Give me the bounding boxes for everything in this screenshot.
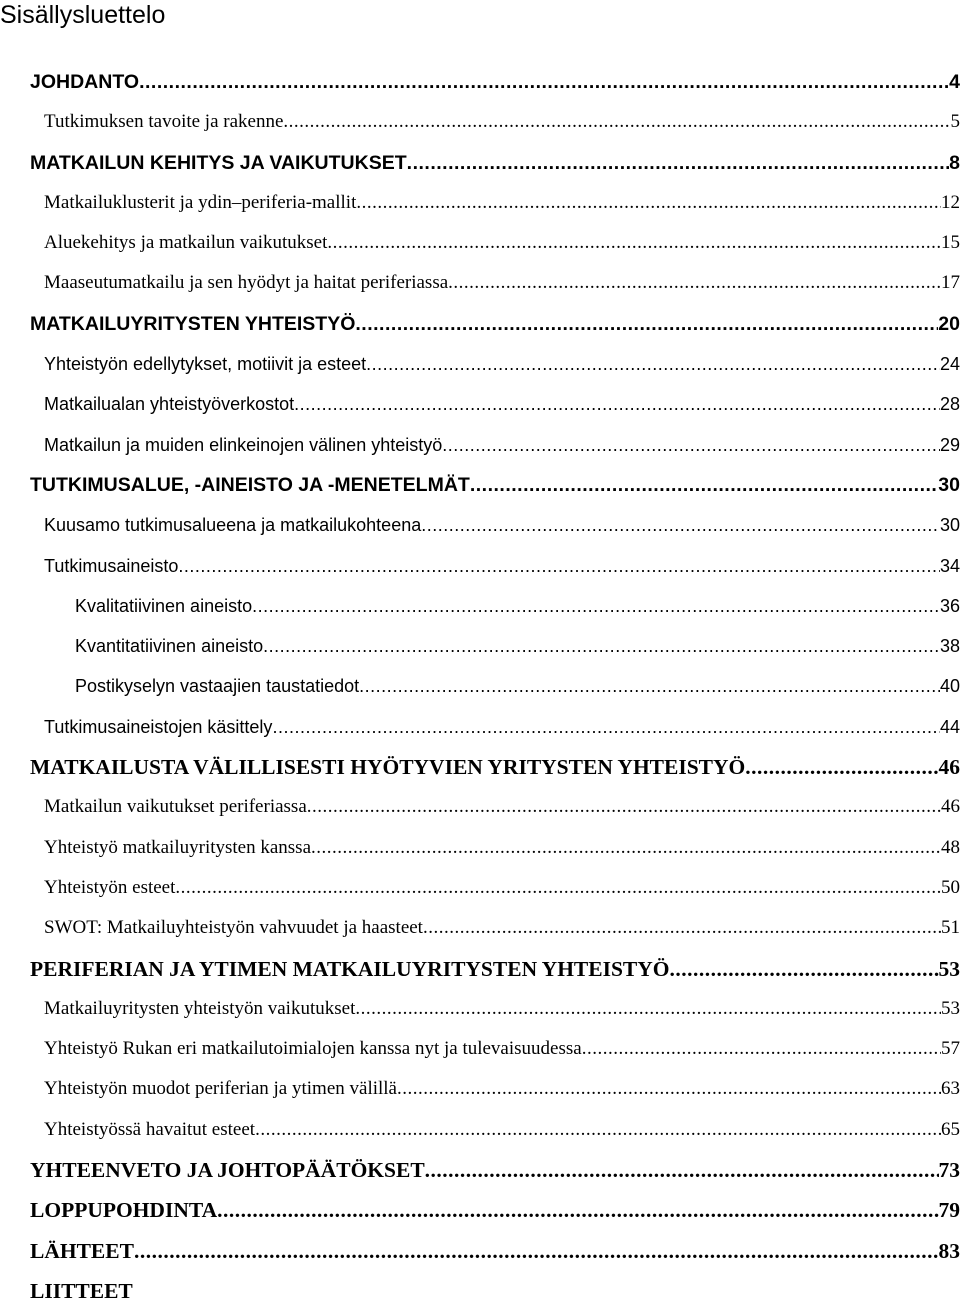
toc-entry-page-number: 24	[940, 344, 960, 384]
toc-entry[interactable]	[0, 949, 960, 989]
dot-leader	[255, 1110, 941, 1150]
dot-leader	[359, 666, 940, 706]
toc-entry[interactable]	[0, 546, 960, 586]
toc-entry-label: Kvantitatiivinen aineisto	[75, 626, 263, 666]
toc-entry-label: MATKAILUN KEHITYS JA VAIKUTUKSET	[30, 143, 407, 183]
toc-entry-label: Yhteistyö matkailuyritysten kanssa	[44, 828, 311, 868]
toc-entry-page-number: 73	[939, 1150, 960, 1190]
dot-leader	[670, 949, 939, 989]
toc-entry-label: SWOT: Matkailuyhteistyön vahvuudet ja haasteet	[44, 908, 423, 948]
toc-entry-page-number: 40	[940, 666, 960, 706]
toc-entry-page-number: 57	[941, 1029, 960, 1069]
toc-entry-page-number: 46	[939, 747, 960, 787]
toc-entry-label: Yhteistyössä havaitut esteet	[44, 1110, 255, 1150]
dot-leader	[425, 1150, 939, 1190]
dot-leader	[356, 183, 941, 223]
toc-entry-label: MATKAILUYRITYSTEN YHTEISTYÖ	[30, 304, 355, 344]
toc-entry-page-number: 15	[941, 223, 960, 263]
toc-entry[interactable]	[0, 384, 960, 424]
toc-entry-page-number: 38	[940, 626, 960, 666]
toc-entry-label: Matkailualan yhteistyöverkostot	[44, 384, 294, 424]
dot-leader	[139, 62, 949, 102]
toc-entry-page-number: 30	[940, 505, 960, 545]
toc-entry-page-number: 4	[949, 62, 960, 102]
dot-leader	[327, 223, 941, 263]
toc-entry-label: Matkailuyritysten yhteistyön vaikutukset	[44, 989, 355, 1029]
toc-entry-label: Aluekehitys ja matkailun vaikutukset	[44, 223, 327, 263]
toc-entry-label: Matkailuklusterit ja ydin–periferia-mallit	[44, 183, 356, 223]
toc-entry[interactable]	[0, 62, 960, 102]
toc-entry[interactable]	[0, 626, 960, 666]
dot-leader	[178, 546, 940, 586]
toc-entry-label: Yhteistyön muodot periferian ja ytimen välillä	[44, 1069, 397, 1109]
toc-entry[interactable]	[0, 707, 960, 747]
dot-leader	[272, 707, 940, 747]
dot-leader	[421, 505, 940, 545]
toc-entry-label: Tutkimusaineisto	[44, 546, 178, 586]
toc-entry[interactable]	[0, 505, 960, 545]
toc-entry[interactable]	[0, 1271, 960, 1311]
toc-entry[interactable]	[0, 666, 960, 706]
toc-entry-page-number: 46	[941, 787, 960, 827]
toc-entry[interactable]	[0, 1069, 960, 1109]
toc-entry[interactable]	[0, 787, 960, 827]
toc-list	[0, 62, 960, 1311]
toc-entry-page-number: 20	[938, 304, 960, 344]
toc-entry-label: Yhteistyön edellytykset, motiivit ja esteet	[44, 344, 366, 384]
dot-leader	[745, 747, 938, 787]
toc-entry[interactable]	[0, 586, 960, 626]
toc-entry-label: Postikyselyn vastaajien taustatiedot	[75, 666, 359, 706]
dot-leader	[283, 102, 950, 142]
dot-leader	[263, 626, 940, 666]
dot-leader	[311, 828, 941, 868]
toc-entry-label: Kvalitatiivinen aineisto	[75, 586, 252, 626]
toc-entry-label: LOPPUPOHDINTA	[30, 1190, 217, 1230]
dot-leader	[307, 787, 941, 827]
toc-entry[interactable]	[0, 143, 960, 183]
toc-entry[interactable]	[0, 344, 960, 384]
toc-entry[interactable]	[0, 1150, 960, 1190]
dot-leader	[294, 384, 940, 424]
dot-leader	[252, 586, 940, 626]
toc-entry-page-number: 8	[949, 143, 960, 183]
toc-entry-label: LIITTEET	[30, 1271, 133, 1311]
toc-entry-page-number: 53	[939, 949, 960, 989]
toc-entry-label: Tutkimuksen tavoite ja rakenne	[44, 102, 283, 142]
toc-entry-label: Tutkimusaineistojen käsittely	[44, 707, 272, 747]
toc-entry-label: MATKAILUSTA VÄLILLISESTI HYÖTYVIEN YRITYSTEN YHTEISTYÖ	[30, 747, 745, 787]
toc-entry-page-number: 51	[941, 908, 960, 948]
toc-entry[interactable]	[0, 1110, 960, 1150]
toc-entry-page-number: 29	[940, 425, 960, 465]
toc-entry[interactable]	[0, 223, 960, 263]
dot-leader	[397, 1069, 941, 1109]
toc-entry[interactable]	[0, 868, 960, 908]
toc-entry[interactable]	[0, 183, 960, 223]
toc-entry-page-number: 50	[941, 868, 960, 908]
toc-entry[interactable]	[0, 263, 960, 303]
toc-entry[interactable]	[0, 989, 960, 1029]
toc-entry-label: LÄHTEET	[30, 1231, 134, 1271]
toc-entry[interactable]	[0, 828, 960, 868]
dot-leader	[355, 304, 938, 344]
dot-leader	[134, 1231, 939, 1271]
toc-entry-page-number: 83	[939, 1231, 960, 1271]
toc-entry-label: JOHDANTO	[30, 62, 139, 102]
toc-entry-page-number: 48	[941, 828, 960, 868]
toc-entry-label: Yhteistyön esteet	[44, 868, 175, 908]
dot-leader	[366, 344, 940, 384]
toc-entry[interactable]	[0, 425, 960, 465]
toc-entry-page-number: 34	[940, 546, 960, 586]
toc-entry[interactable]	[0, 304, 960, 344]
toc-entry[interactable]	[0, 1231, 960, 1271]
toc-entry-page-number: 79	[939, 1190, 960, 1230]
toc-entry[interactable]	[0, 747, 960, 787]
dot-leader	[442, 425, 940, 465]
dot-leader	[217, 1190, 938, 1230]
dot-leader	[355, 989, 941, 1029]
toc-entry-page-number: 65	[941, 1110, 960, 1150]
toc-entry-label: YHTEENVETO JA JOHTOPÄÄTÖKSET	[30, 1150, 425, 1190]
toc-entry-page-number: 44	[940, 707, 960, 747]
toc-entry-page-number: 36	[940, 586, 960, 626]
toc-entry-label: PERIFERIAN JA YTIMEN MATKAILUYRITYSTEN YHTEISTYÖ	[30, 949, 670, 989]
toc-entry-page-number: 63	[941, 1069, 960, 1109]
dot-leader	[175, 868, 941, 908]
dot-leader	[407, 143, 949, 183]
toc-entry[interactable]	[0, 1029, 960, 1069]
toc-entry-page-number: 17	[941, 263, 960, 303]
toc-entry-label: Yhteistyö Rukan eri matkailutoimialojen kanssa nyt ja tulevaisuudessa	[44, 1029, 582, 1069]
dot-leader	[448, 263, 941, 303]
toc-entry-page-number: 28	[940, 384, 960, 424]
dot-leader	[423, 908, 941, 948]
toc-entry-label: Matkailun ja muiden elinkeinojen välinen yhteistyö	[44, 425, 442, 465]
toc-entry[interactable]	[0, 465, 960, 505]
toc-title: Sisällysluettelo	[0, 0, 165, 30]
dot-leader	[582, 1029, 941, 1069]
toc-entry-label: Kuusamo tutkimusalueena ja matkailukohteena	[44, 505, 421, 545]
toc-entry-page-number: 5	[951, 102, 960, 142]
toc-entry[interactable]	[0, 908, 960, 948]
toc-entry-page-number: 12	[941, 183, 960, 223]
toc-entry[interactable]	[0, 102, 960, 142]
toc-entry-page-number: 30	[938, 465, 960, 505]
toc-entry-label: Maaseutumatkailu ja sen hyödyt ja haitat periferiassa	[44, 263, 448, 303]
toc-entry-label: Matkailun vaikutukset periferiassa	[44, 787, 307, 827]
toc-entry-page-number: 53	[941, 989, 960, 1029]
dot-leader	[470, 465, 938, 505]
toc-entry[interactable]	[0, 1190, 960, 1230]
toc-entry-label: TUTKIMUSALUE, -AINEISTO JA -MENETELMÄT	[30, 465, 470, 505]
